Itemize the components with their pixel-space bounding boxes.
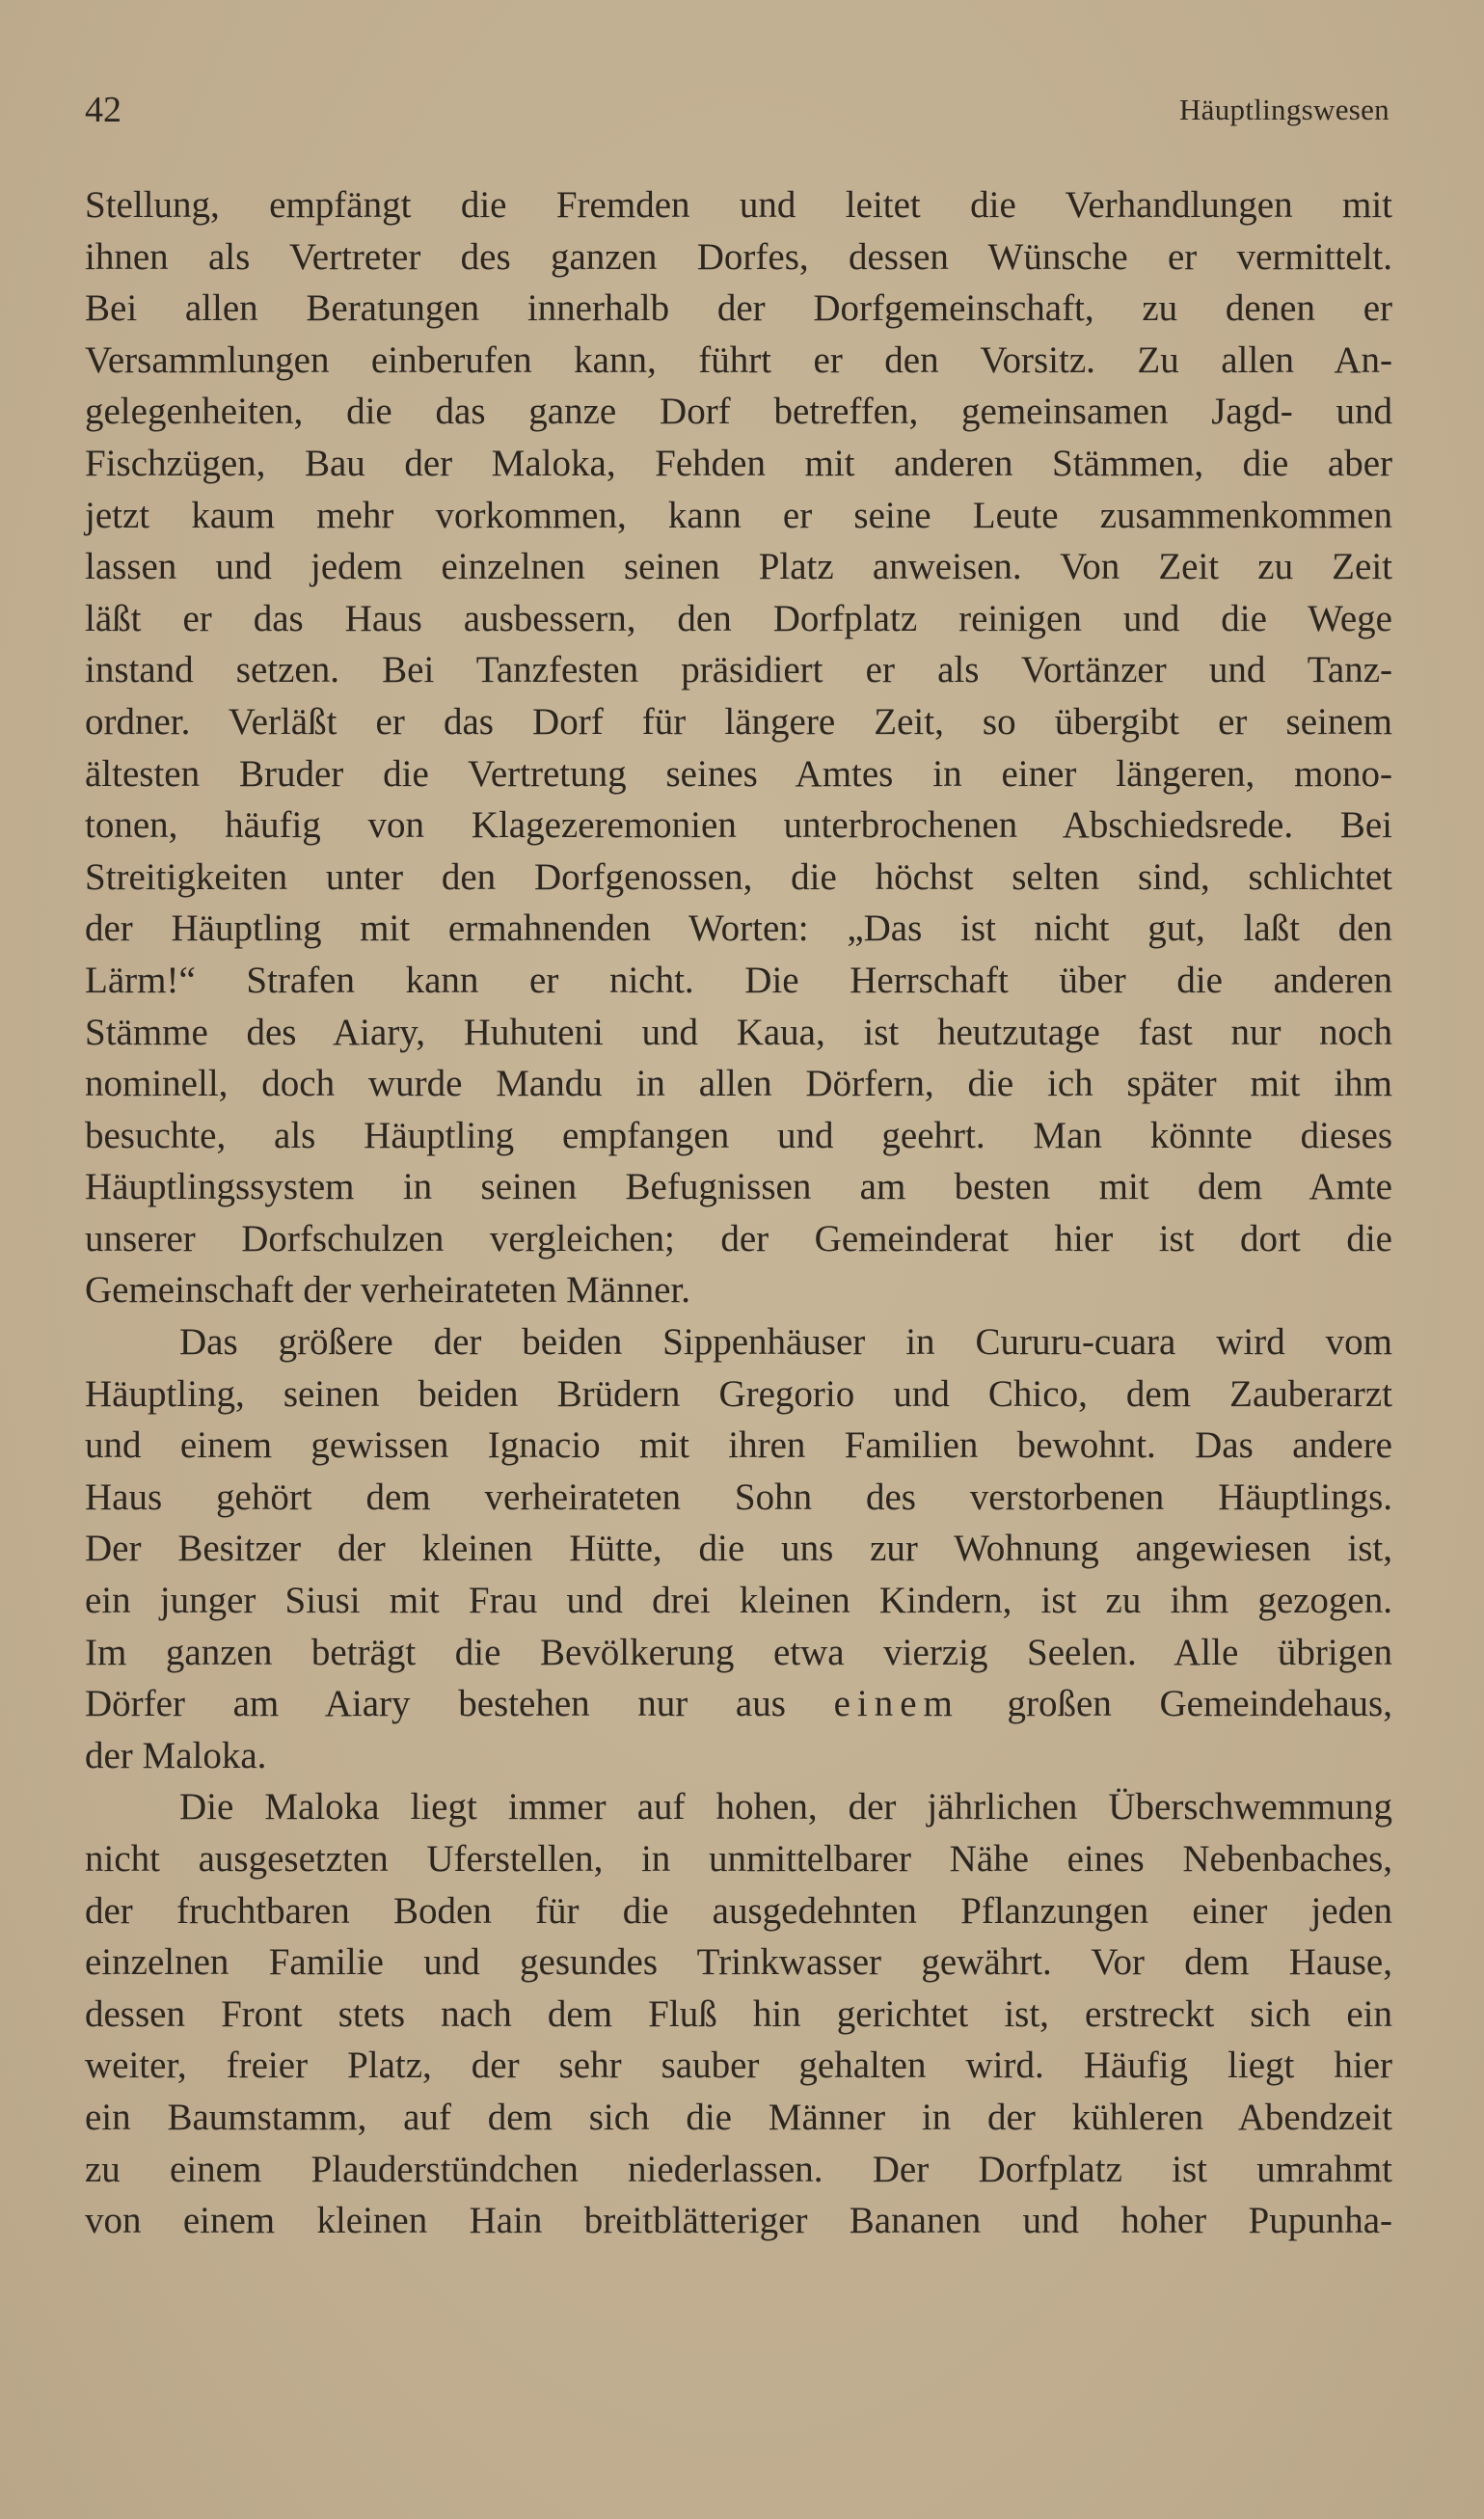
text-line: ihnen als Vertreter des ganzen Dorfes, dessen Wünsche er vermittelt.: [85, 235, 1392, 278]
text-line: Stellung, empfängt die Fremden und leitet die Verhandlungen mit: [85, 184, 1392, 226]
body-text: [85, 179, 1392, 2247]
text-line: ältesten Bruder die Vertretung seines Amtes in einer längeren, mono-: [85, 752, 1392, 795]
text-line: Streitigkeiten unter den Dorfgenossen, die höchst selten sind, schlichtet: [85, 855, 1392, 898]
text-line: der Maloka.: [85, 1734, 267, 1776]
text-line: und einem gewissen Ignacio mit ihren Familien bewohnt. Das andere: [85, 1424, 1392, 1467]
text-line: Der Besitzer der kleinen Hütte, die uns zur Wohnung angewiesen ist,: [85, 1528, 1392, 1570]
text-line: Bei allen Beratungen innerhalb der Dorfgemeinschaft, zu denen er: [85, 287, 1392, 330]
text-line: weiter, freier Platz, der sehr sauber gehalten wird. Häufig liegt hier: [85, 2045, 1392, 2087]
text-line: Fischzügen, Bau der Maloka, Fehden mit anderen Stämmen, die aber: [85, 442, 1392, 484]
text-line: gelegenheiten, die das ganze Dorf betreffen, gemeinsamen Jagd- und: [85, 391, 1392, 433]
text-line: besuchte, als Häuptling empfangen und geehrt. Man könnte dieses: [85, 1114, 1392, 1156]
text-line: einzelnen Familie und gesundes Trinkwasser gewährt. Vor dem Hause,: [85, 1941, 1392, 1984]
text-line: tonen, häufig von Klagezeremonien unterbrochenen Abschiedsrede. Bei: [85, 804, 1392, 847]
text-line: Häuptling, seinen beiden Brüdern Gregorio und Chico, dem Zauberarzt: [85, 1372, 1392, 1415]
text-segment: großen Gemeindehaus,: [958, 1683, 1392, 1725]
text-line: Lärm!“ Strafen kann er nicht. Die Herrschaft über die anderen: [85, 959, 1392, 1001]
text-line: zu einem Plauderstündchen niederlassen. Der Dorfplatz ist umrahmt: [85, 2148, 1392, 2190]
text-line: nominell, doch wurde Mandu in allen Dörfern, die ich später mit ihm: [85, 1063, 1392, 1105]
emphasized-word: einem: [833, 1683, 959, 1725]
text-line: Haus gehört dem verheirateten Sohn des verstorbenen Häuptlings.: [85, 1476, 1392, 1518]
text-line: ein Baumstamm, auf dem sich die Männer in der kühleren Abendzeit: [85, 2096, 1392, 2138]
text-line: Die Maloka liegt immer auf hohen, der jährlichen Überschwemmung: [179, 1786, 1392, 1828]
text-line: Stämme des Aiary, Huhuteni und Kaua, ist heutzutage fast nur noch: [85, 1011, 1392, 1053]
text-line: [85, 1678, 1392, 1730]
text-line: Im ganzen beträgt die Bevölkerung etwa vierzig Seelen. Alle übrigen: [85, 1631, 1392, 1673]
text-line: nicht ausgesetzten Uferstellen, in unmittelbarer Nähe eines Nebenbaches,: [85, 1838, 1392, 1880]
page-number: 42: [85, 90, 121, 130]
text-line: Gemeinschaft der verheirateten Männer.: [85, 1269, 691, 1312]
text-line: Häuptlingssystem in seinen Befugnissen am besten mit dem Amte: [85, 1166, 1392, 1208]
text-line: der Häuptling mit ermahnenden Worten: „Das ist nicht gut, laßt den: [85, 907, 1392, 950]
text-line: instand setzen. Bei Tanzfesten präsidiert er als Vortänzer und Tanz-: [85, 649, 1392, 691]
text-line: der fruchtbaren Boden für die ausgedehnten Pflanzungen einer jeden: [85, 1889, 1392, 1932]
text-line: läßt er das Haus ausbessern, den Dorfplatz reinigen und die Wege: [85, 597, 1392, 639]
text-line: Versammlungen einberufen kann, führt er den Vorsitz. Zu allen An-: [85, 339, 1392, 381]
text-line: dessen Front stets nach dem Fluß hin gerichtet ist, erstreckt sich ein: [85, 1992, 1392, 2035]
text-line: von einem kleinen Hain breitblätteriger Bananen und hoher Pupunha-: [85, 2200, 1392, 2242]
text-line: ordner. Verläßt er das Dorf für längere Zeit, so übergibt er seinem: [85, 700, 1392, 743]
text-segment: Dörfer am Aiary bestehen nur aus: [85, 1683, 834, 1725]
text-line: Das größere der beiden Sippenhäuser in Cururu-cuara wird vom: [179, 1321, 1392, 1364]
text-line: jetzt kaum mehr vorkommen, kann er seine Leute zusammenkommen: [85, 494, 1392, 536]
text-line: unserer Dorfschulzen vergleichen; der Gemeinderat hier ist dort die: [85, 1217, 1392, 1260]
text-line: ein junger Siusi mit Frau und drei kleinen Kindern, ist zu ihm gezogen.: [85, 1580, 1392, 1622]
running-title: Häuptlingswesen: [1178, 93, 1390, 126]
text-line: lassen und jedem einzelnen seinen Platz anweisen. Von Zeit zu Zeit: [85, 546, 1392, 588]
